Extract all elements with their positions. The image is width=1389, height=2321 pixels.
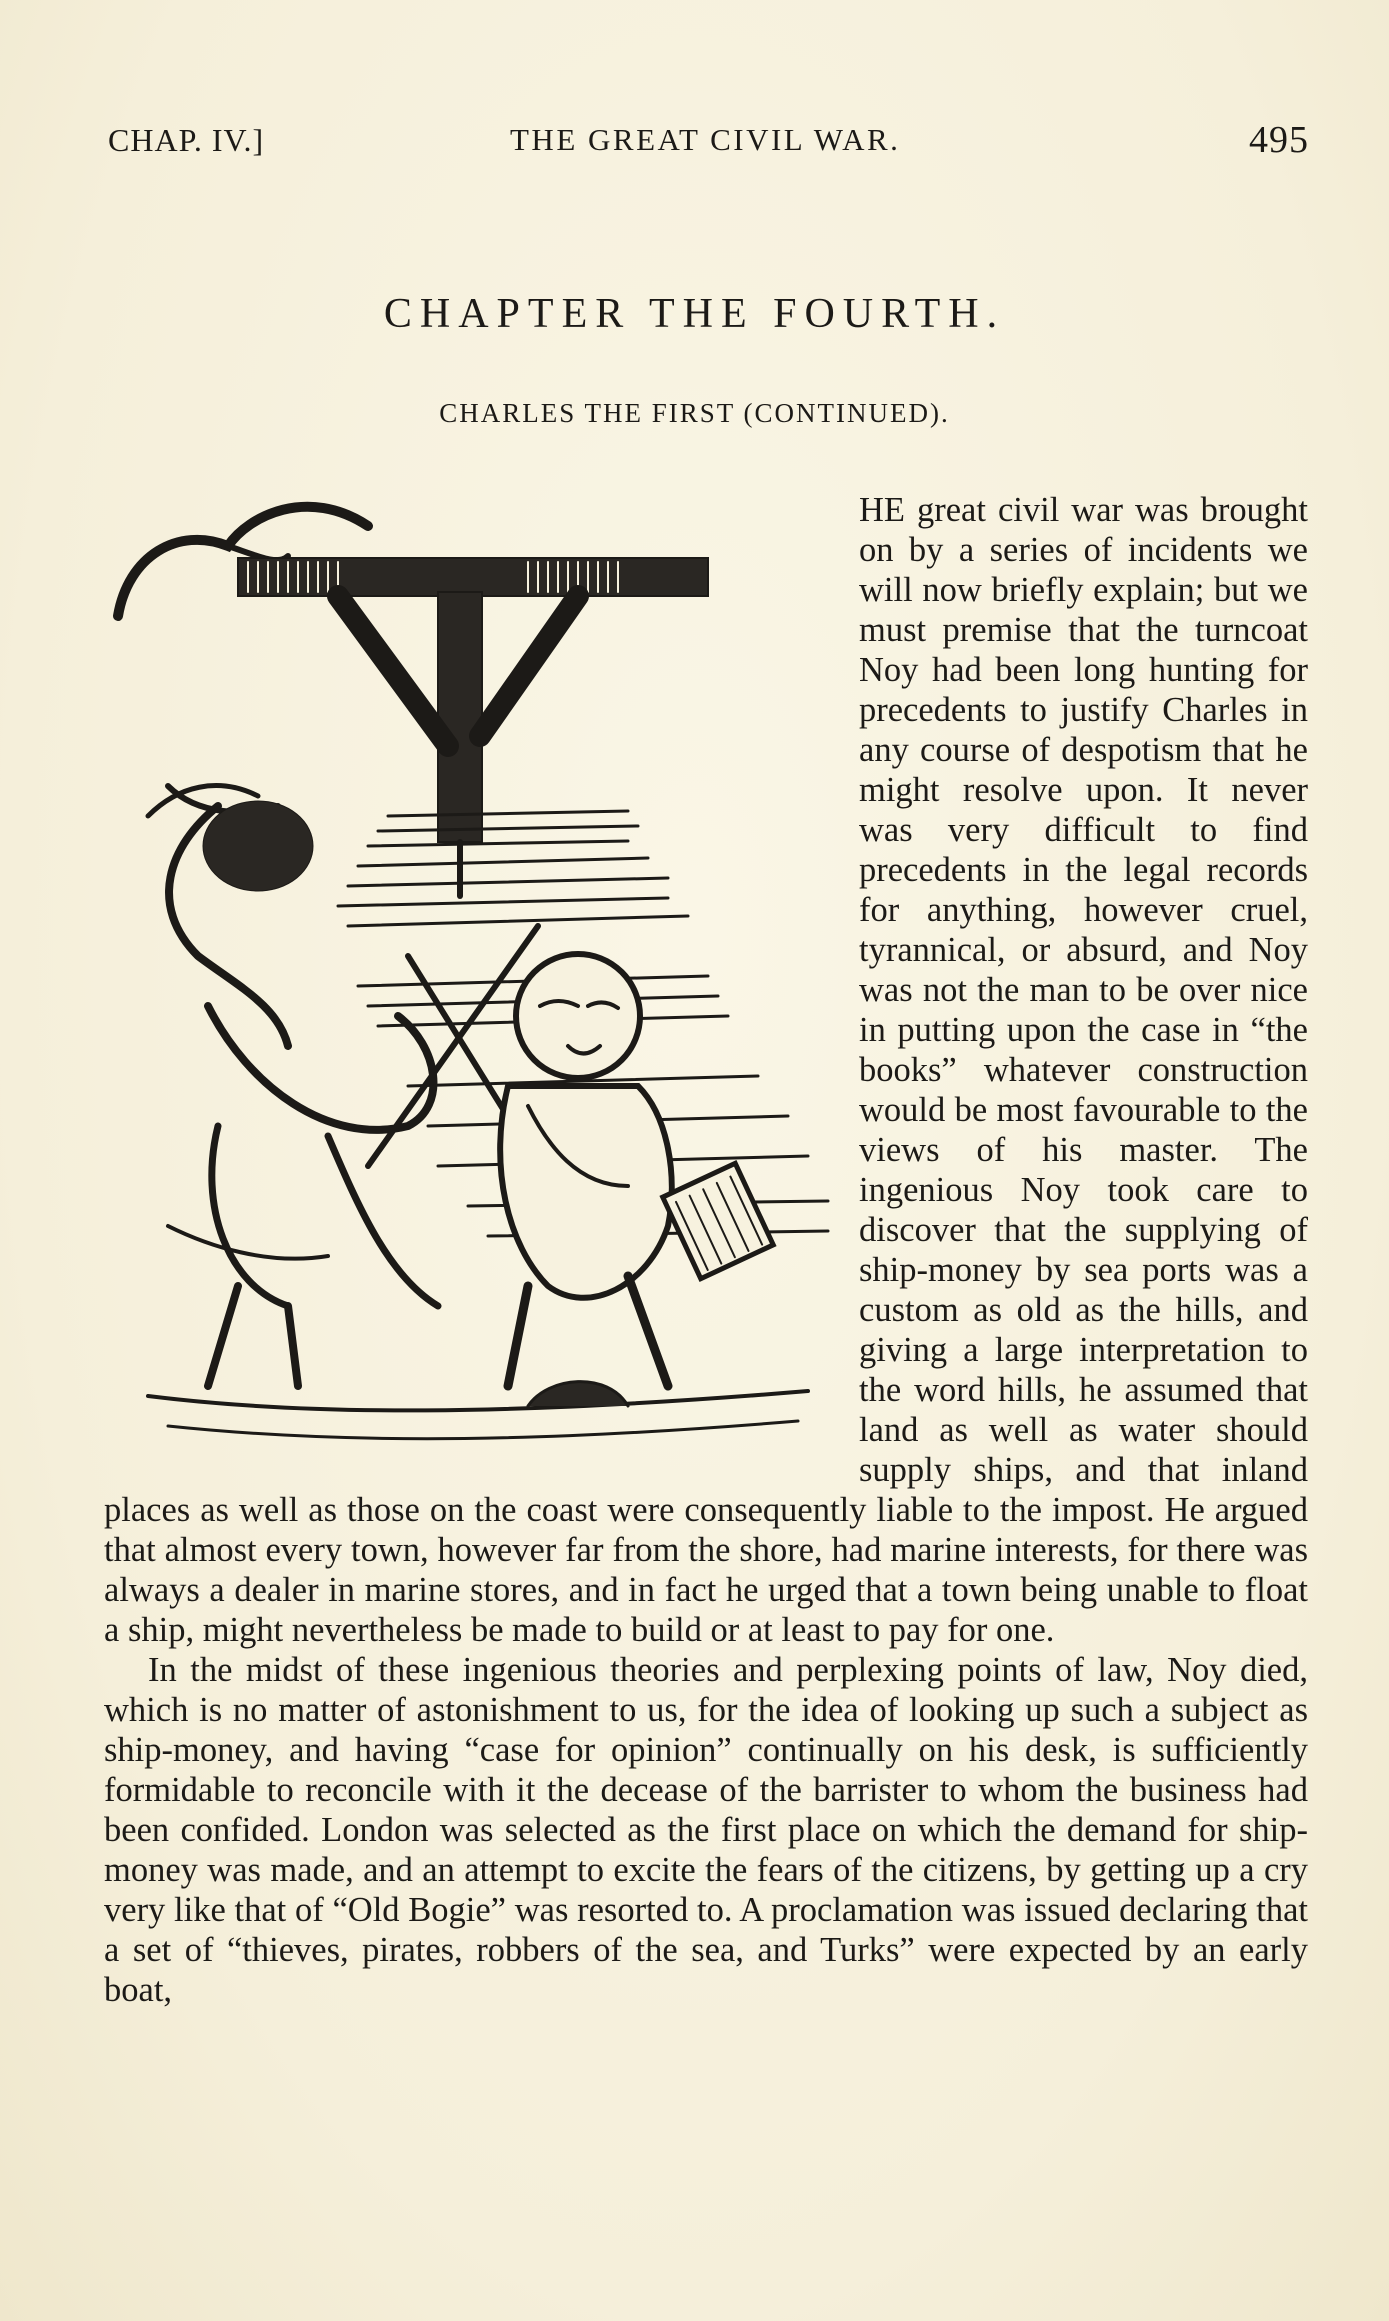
running-title: THE GREAT CIVIL WAR. bbox=[510, 122, 901, 157]
chapter-subtitle: CHARLES THE FIRST (CONTINUED). bbox=[439, 398, 950, 428]
illustration-wrap-space bbox=[104, 490, 859, 1480]
chapter-title: CHAPTER THE FOURTH. bbox=[383, 291, 1006, 337]
running-head bbox=[108, 118, 1309, 168]
chapter-marker: CHAP. IV.] bbox=[108, 122, 265, 158]
paragraph-1: HE great civil war was brought on by a series of incidents we will now briefly explain; but we must premise that the turncoat Noy had been long hunting for precedents to justify Charles in any course of despotism that he might resolve upon. It never was very difficult to find precedents in the legal records for anything, however cruel, tyrannical, or absurd, and Noy was not the man to be over nice in putting upon the case in “the books” whatever construction would be most favourable to the views of his master. The ingenious Noy took care to discover that the supplying of ship-money by sea ports was a custom as old as the hills, and giving a large interpretation to the word hills, he assumed that land as well as water should supply ships, and that inland places as well as those on the coast were consequently liable to the impost. He argued that almost every town, however far from the shore, had marine interests, for there was always a dealer in marine stores, and in fact he urged that a town being unable to float a ship, might nevertheless be made to build or at least to pay for one. bbox=[104, 491, 1308, 1649]
paragraph-2: In the midst of these ingenious theories and perplexing points of law, Noy died, which is no matter of astonishment to us, for the idea of looking up such a subject as ship-money, and having “case for opinion” continually on his desk, is sufficiently formidable to reconcile with it the decease of the barrister to whom the business had been confided. London was selected as the first place on which the demand for ship-money was made, and an attempt to excite the fears of the citizens, by getting up a cry very like that of “Old Bogie” was resorted to. A proclamation was issued declaring that a set of “thieves, pirates, robbers of the sea, and Turks” were expected by an early boat, bbox=[104, 1651, 1308, 2009]
body-text bbox=[104, 490, 1308, 2010]
page-number: 495 bbox=[1249, 119, 1309, 161]
